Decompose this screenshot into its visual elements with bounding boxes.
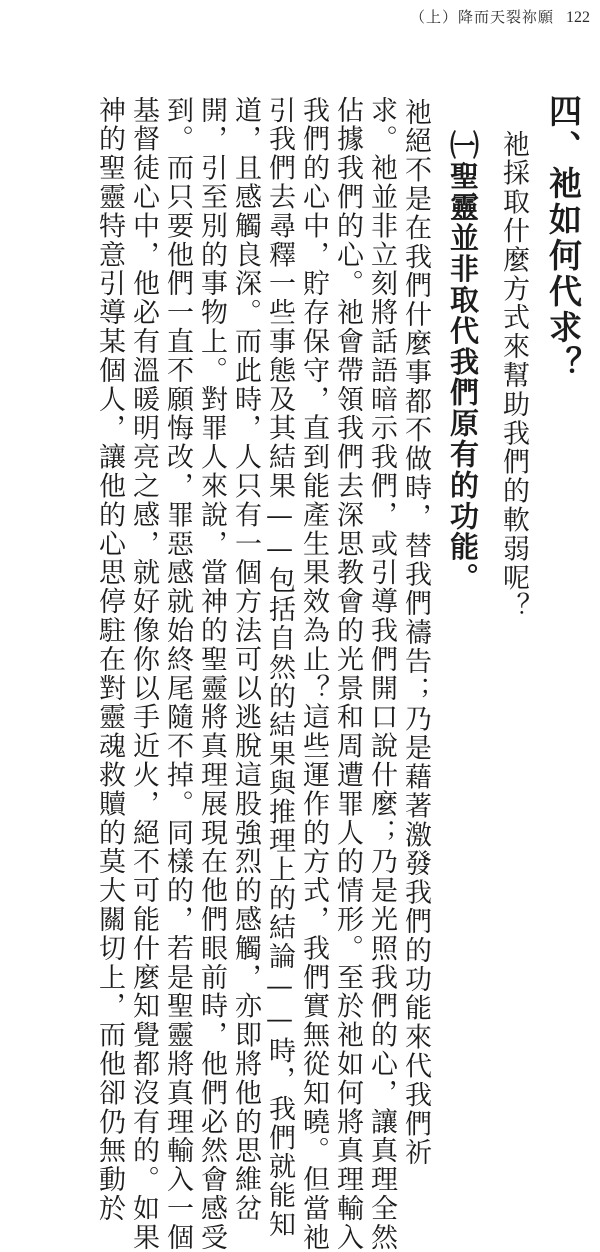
subheading: ㈠聖靈並非取代我們原有的功能。 bbox=[446, 130, 480, 594]
chapter-title: （上）降而天裂祢願 bbox=[409, 8, 554, 26]
page-number: 122 bbox=[566, 9, 590, 26]
text-column: 到。而只要他們一直不願悔改，罪惡感就始終尾隨不掉。同樣的，若是聖靈將真理輸入一個 bbox=[162, 96, 193, 1252]
text-column: 道，且感觸良深。而此時，人只有一個方法可以逃脫這股強烈的感觸，亦即將他的思維岔 bbox=[230, 96, 261, 1224]
text-column: 神的聖靈特意引導某個人，讓他的心思停駐在對靈魂救贖的莫大關切上，而他卻仍無動於 bbox=[94, 96, 125, 1224]
section-title: 四、祂如何代求？ bbox=[544, 94, 583, 382]
text-column: 祂絕不是在我們什麼事都不做時，替我們禱告；乃是藉著激發我們的功能來代我們祈 bbox=[400, 98, 431, 1168]
text-column: 佔據我們的心。祂會帶領我們去深思教會的光景和周遭罪人的情形。至於祂如何將真理輸入 bbox=[332, 96, 363, 1252]
text-column: 求。祂並非立刻將話語暗示我們，或引導我們開口說什麼；乃是光照我們的心，讓真理全然 bbox=[366, 96, 397, 1252]
text-column: 開，引至別的事物上。對罪人來說，當神的聖靈將真理展現在他們眼前時，他們必然會感受 bbox=[196, 96, 227, 1252]
text-column: 我們的心中，貯存保守，直到能產生果效為止？這些運作的方式，我們實無從知曉。但當祂 bbox=[298, 96, 329, 1252]
running-header bbox=[410, 6, 590, 27]
vertical-text-body bbox=[94, 94, 582, 1252]
section-question: 祂採取什麼方式來幫助我們的軟弱呢？ bbox=[498, 130, 529, 622]
text-column: 引我們去尋釋一些事態及其結果——包括自然的結果與推理上的結論——時，我們就能知 bbox=[264, 96, 295, 1240]
text-column: 基督徒心中，他必有溫暖明亮之感，就好像你以手近火，絕不可能什麼知覺都沒有的。如果 bbox=[128, 96, 159, 1252]
